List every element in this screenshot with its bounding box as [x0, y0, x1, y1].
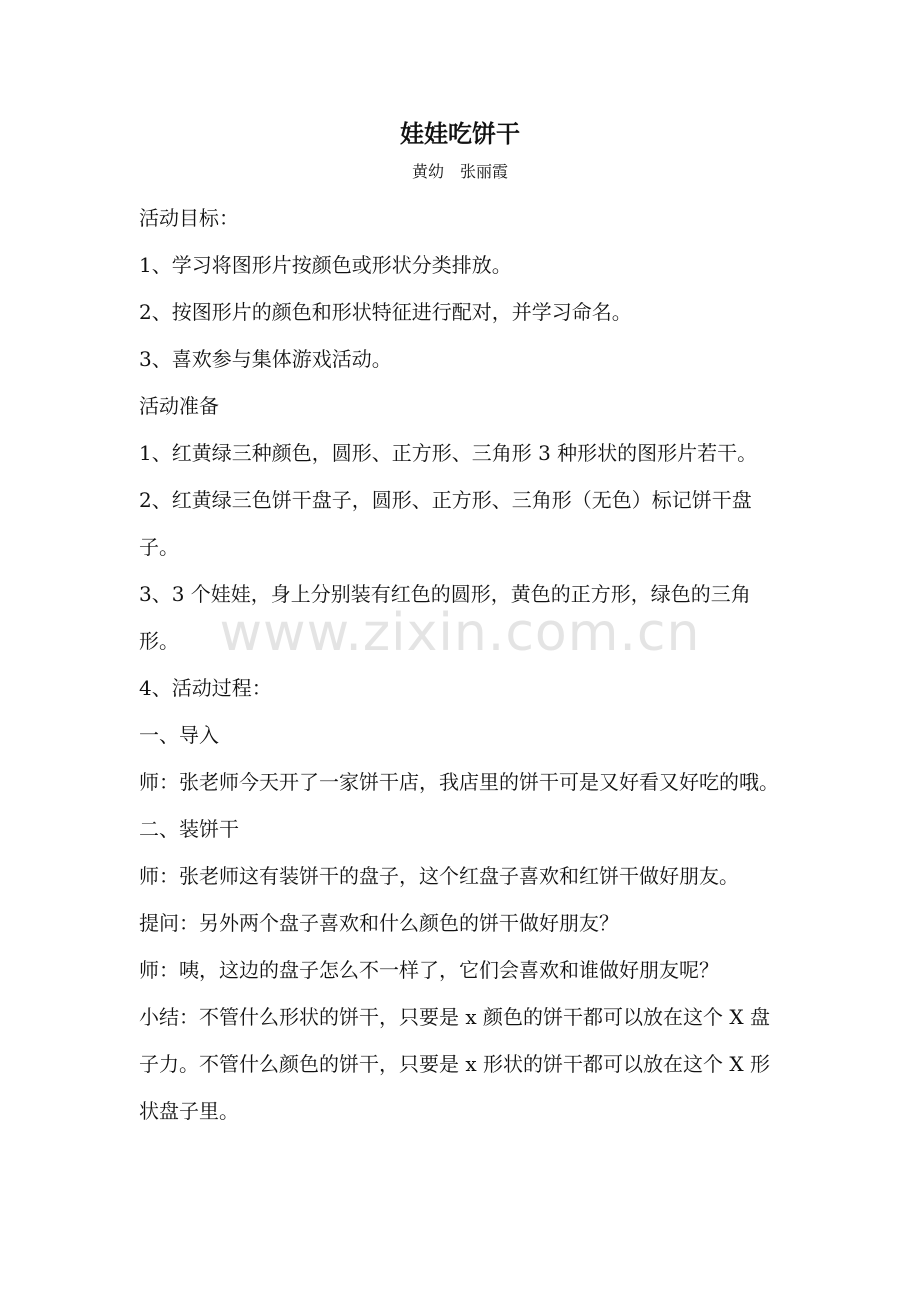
paragraph: 2、按图形片的颜色和形状特征进行配对，并学习命名。 [139, 300, 632, 324]
section-heading: 4、活动过程： [139, 676, 272, 700]
section-heading: 一、导入 [139, 723, 219, 747]
section-heading: 活动准备 [139, 394, 219, 418]
watermark: www.zixin.com.cn [219, 603, 701, 663]
paragraph: 1、红黄绿三种颜色，圆形、正方形、三角形 3 种形状的图形片若干。 [139, 441, 758, 465]
section-heading: 活动目标： [139, 206, 239, 230]
document-title: 娃娃吃饼干 [400, 119, 520, 148]
paragraph: 1、学习将图形片按颜色或形状分类排放。 [139, 253, 512, 277]
paragraph: 小结：不管什么形状的饼干，只要是 x 颜色的饼干都可以放在这个 X 盘子力。不管什么颜色的饼干，只要是 x 形状的饼干都可以放在这个 X 形状盘子里。 [139, 1005, 770, 1123]
paragraph: 2、红黄绿三色饼干盘子，圆形、正方形、三角形（无色）标记饼干盘子。 [139, 488, 752, 559]
paragraph: 提问：另外两个盘子喜欢和什么颜色的饼干做好朋友？ [139, 911, 619, 935]
paragraph: 师：张老师这有装饼干的盘子，这个红盘子喜欢和红饼干做好朋友。 [139, 864, 739, 888]
paragraph: 3、喜欢参与集体游戏活动。 [139, 347, 392, 371]
document-authors: 黄幼 张丽霞 [411, 162, 508, 181]
document-body [139, 195, 784, 1135]
paragraph: 师：张老师今天开了一家饼干店，我店里的饼干可是又好看又好吃的哦。 [139, 770, 779, 794]
paragraph: 3、3 个娃娃，身上分别装有红色的圆形，黄色的正方形，绿色的三角形。 [139, 582, 751, 653]
paragraph: 师：咦，这边的盘子怎么不一样了，它们会喜欢和谁做好朋友呢？ [139, 958, 719, 982]
section-heading: 二、装饼干 [139, 817, 239, 841]
